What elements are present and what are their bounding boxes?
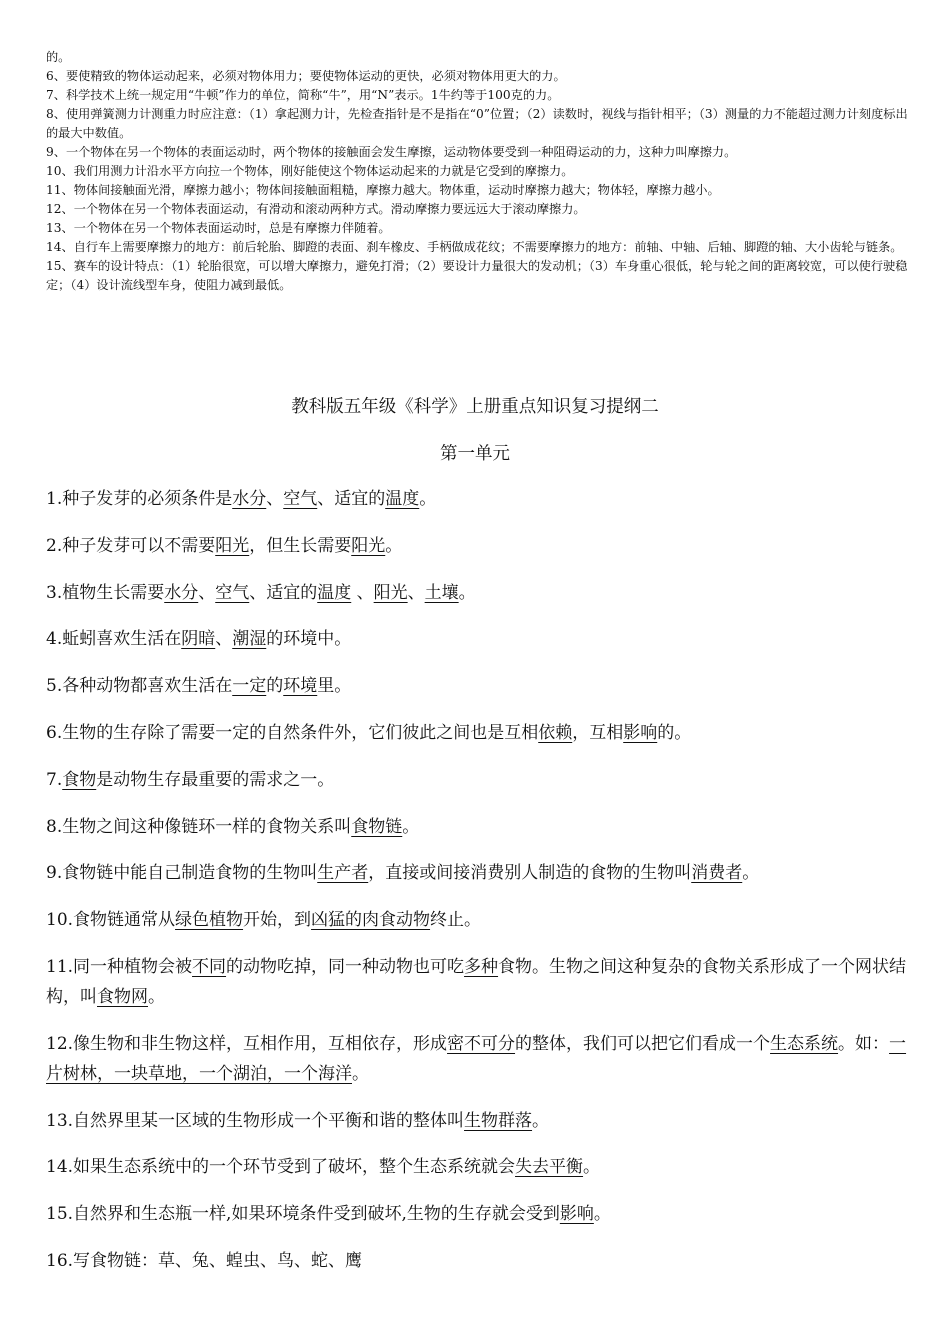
answer-blank: 一片树林，一块草地，一个湖泊，一个海洋 [46,1033,907,1084]
item-text: 14.如果生态系统中的一个环节受到了破坏，整个生态系统就会 [46,1157,516,1178]
list-item [46,905,912,935]
item-text: 11.同一种植物会被 [46,956,193,977]
unit-title: 第一单元 [440,444,510,464]
list-item [46,624,912,654]
answer-blank: 食物 [62,769,97,790]
item-text: 。 [458,582,476,603]
answer-blank: 一定 [232,676,267,697]
answer-blank: 水分 [164,582,199,603]
answer-blank: 影响 [559,1204,594,1225]
answer-blank: 影响 [623,722,658,743]
answer-blank: 食物链 [351,816,403,837]
list-item [46,858,912,888]
note-line: 8、使用弹簧测力计测重力时应注意：（1）拿起测力计，先检查指针是不是指在“0”位置；（2）读数时，视线与指针相平；（3）测量的力不能超过测力计刻度标出的最大中数值。 [46,107,908,140]
item-text: 食物。生物之间这种复杂的食物关系形成了一个网状结构，叫 [46,956,907,1007]
note-line: 6、要使精致的物体运动起来，必须对物体用力；要使物体运动的更快，必须对物体用更大的力。 [46,69,566,83]
list-item [46,812,912,842]
answer-blank: 绿色植物 [175,910,244,931]
list-item [46,1029,912,1089]
answer-blank: 温度 [317,582,352,603]
item-text: 的。 [657,722,692,743]
list-item [46,765,912,795]
answer-blank: 依赖 [538,722,573,743]
item-text: 、适宜的 [249,582,318,603]
answer-blank: 不同 [192,956,227,977]
item-text: 、 [266,489,284,509]
item-text: 7. [46,769,63,790]
item-text: 的环境中。 [266,629,352,650]
item-text: 的整体，我们可以把它们看成一个 [515,1033,771,1054]
answer-blank: 水分 [232,489,267,509]
item-text: 。 [402,816,420,837]
answer-blank: 潮湿 [232,629,267,650]
item-text: 12.像生物和非生物这样，互相作用，互相依存，形成 [46,1033,448,1054]
list-item [46,1246,912,1276]
answer-blank: 失去平衡 [515,1157,584,1178]
item-text: 6.生物的生存除了需要一定的自然条件外，它们彼此之间也是互相 [46,722,539,743]
item-text: 。 [593,1204,611,1225]
item-text: 的动物吃掉，同一种动物也可吃 [226,956,465,977]
answer-blank: 密不可分 [447,1033,516,1054]
answer-blank: 空气 [215,582,250,603]
document-title: 教科版五年级《科学》上册重点知识复习提纲二 [291,397,659,417]
answer-blank: 生产者 [317,863,369,884]
item-text: 5.各种动物都喜欢生活在 [46,676,233,697]
answer-blank: 食物网 [97,986,148,1007]
item-text: 、 [215,629,233,650]
item-text: 4.蚯蚓喜欢生活在 [46,629,182,650]
note-line: 12、一个物体在另一个物体表面运动，有滑动和滚动两种方式。滑动摩擦力要远远大于滚动摩擦力。 [46,202,586,216]
note-line: 10、我们用测力计沿水平方向拉一个物体，刚好能使这个物体运动起来的力就是它受到的摩擦力。 [46,164,574,178]
item-text: 是动物生存最重要的需求之一。 [96,769,335,790]
item-text: 。 [352,1063,369,1084]
item-text: 。 [419,489,437,509]
item-text: 、适宜的 [317,489,386,509]
item-text: 、 [351,582,374,603]
answer-blank: 阳光 [215,535,250,556]
item-text: 3.植物生长需要 [46,582,165,603]
answer-blank: 阳光 [351,535,386,556]
item-text: 开始，到 [243,910,312,931]
note-line: 的。 [46,50,71,64]
item-text: ，互相 [572,722,624,743]
item-text: ，直接或间接消费别人制造的食物的生物叫 [368,863,692,884]
item-text: 。 [532,1110,550,1131]
answer-blank: 环境 [283,676,318,697]
item-text: 。 [385,535,403,556]
list-item [46,952,912,1012]
list-item [46,671,912,701]
item-text: 8.生物之间这种像链环一样的食物关系叫 [46,816,352,837]
note-line: 9、一个物体在另一个物体的表面运动时，两个物体的接触面会发生摩擦，运动物体要受到一种阻碍运动的力，这种力叫摩擦力。 [46,145,737,159]
answer-blank: 空气 [283,489,318,509]
item-text: 9.食物链中能自己制造食物的生物叫 [46,863,318,884]
previous-notes [46,48,912,295]
item-text: 15.自然界和生态瓶一样,如果环境条件受到破坏,生物的生存就会受到 [46,1204,560,1225]
answer-blank: 生态系统 [770,1033,839,1054]
note-line: 11、物体间接触面光滑，摩擦力越小；物体间接触面粗糙，摩擦力越大。物体重，运动时摩擦力越大；物体轻，摩擦力越小。 [46,183,720,197]
answer-blank: 土壤 [424,582,459,603]
answer-blank: 阴暗 [181,629,216,650]
item-text: 2.种子发芽可以不需要 [46,535,216,556]
note-line: 13、一个物体在另一个物体表面运动时，总是有摩擦力伴随着。 [46,221,391,235]
answer-blank: 凶猛的肉食动物 [311,910,431,931]
item-text: 16.写食物链：草、兔、蝗虫、鸟、蛇、鹰 [46,1250,363,1271]
item-text: 。 [148,986,165,1007]
note-line: 14、自行车上需要摩擦力的地方：前后轮胎、脚蹬的表面、刹车橡皮、手柄做成花纹；不需要摩擦力的地方：前轴、中轴、后轴、脚蹬的轴、大小齿轮与链条。 [46,240,903,254]
note-line: 7、科学技术上统一规定用“牛顿”作力的单位，简称“牛”，用“N”表示。1牛约等于100克的力。 [46,88,560,102]
item-text: 。 [742,863,760,884]
item-text: 的 [266,676,284,697]
item-text: 。 [583,1157,601,1178]
item-text: 。如： [838,1033,890,1054]
list-item [46,718,912,748]
answer-blank: 阳光 [373,582,408,603]
answer-blank: 消费者 [691,863,743,884]
item-text: 10.食物链通常从 [46,910,176,931]
answer-blank: 多种 [464,956,499,977]
knowledge-list [46,484,912,1293]
list-item [46,484,912,514]
answer-blank: 生物群落 [464,1110,533,1131]
item-text: 里。 [317,676,352,697]
list-item [46,1152,912,1182]
answer-blank: 温度 [385,489,420,509]
item-text: 、 [198,582,216,603]
item-text: 13.自然界里某一区域的生物形成一个平衡和谐的整体叫 [46,1110,465,1131]
note-line: 15、赛车的设计特点：（1）轮胎很宽，可以增大摩擦力，避免打滑；（2）要设计力量很大的发动机；（3）车身重心很低，轮与轮之间的距离较宽，可以使行驶稳定；（4）设计流线型车身，使阻力减到最低。 [46,259,908,292]
list-item [46,1199,912,1229]
item-text: ，但生长需要 [249,535,352,556]
item-text: 终止。 [430,910,482,931]
item-text: 1.种子发芽的必须条件是 [46,489,233,509]
list-item [46,1106,912,1136]
list-item [46,578,912,608]
item-text: 、 [407,582,425,603]
list-item [46,531,912,561]
